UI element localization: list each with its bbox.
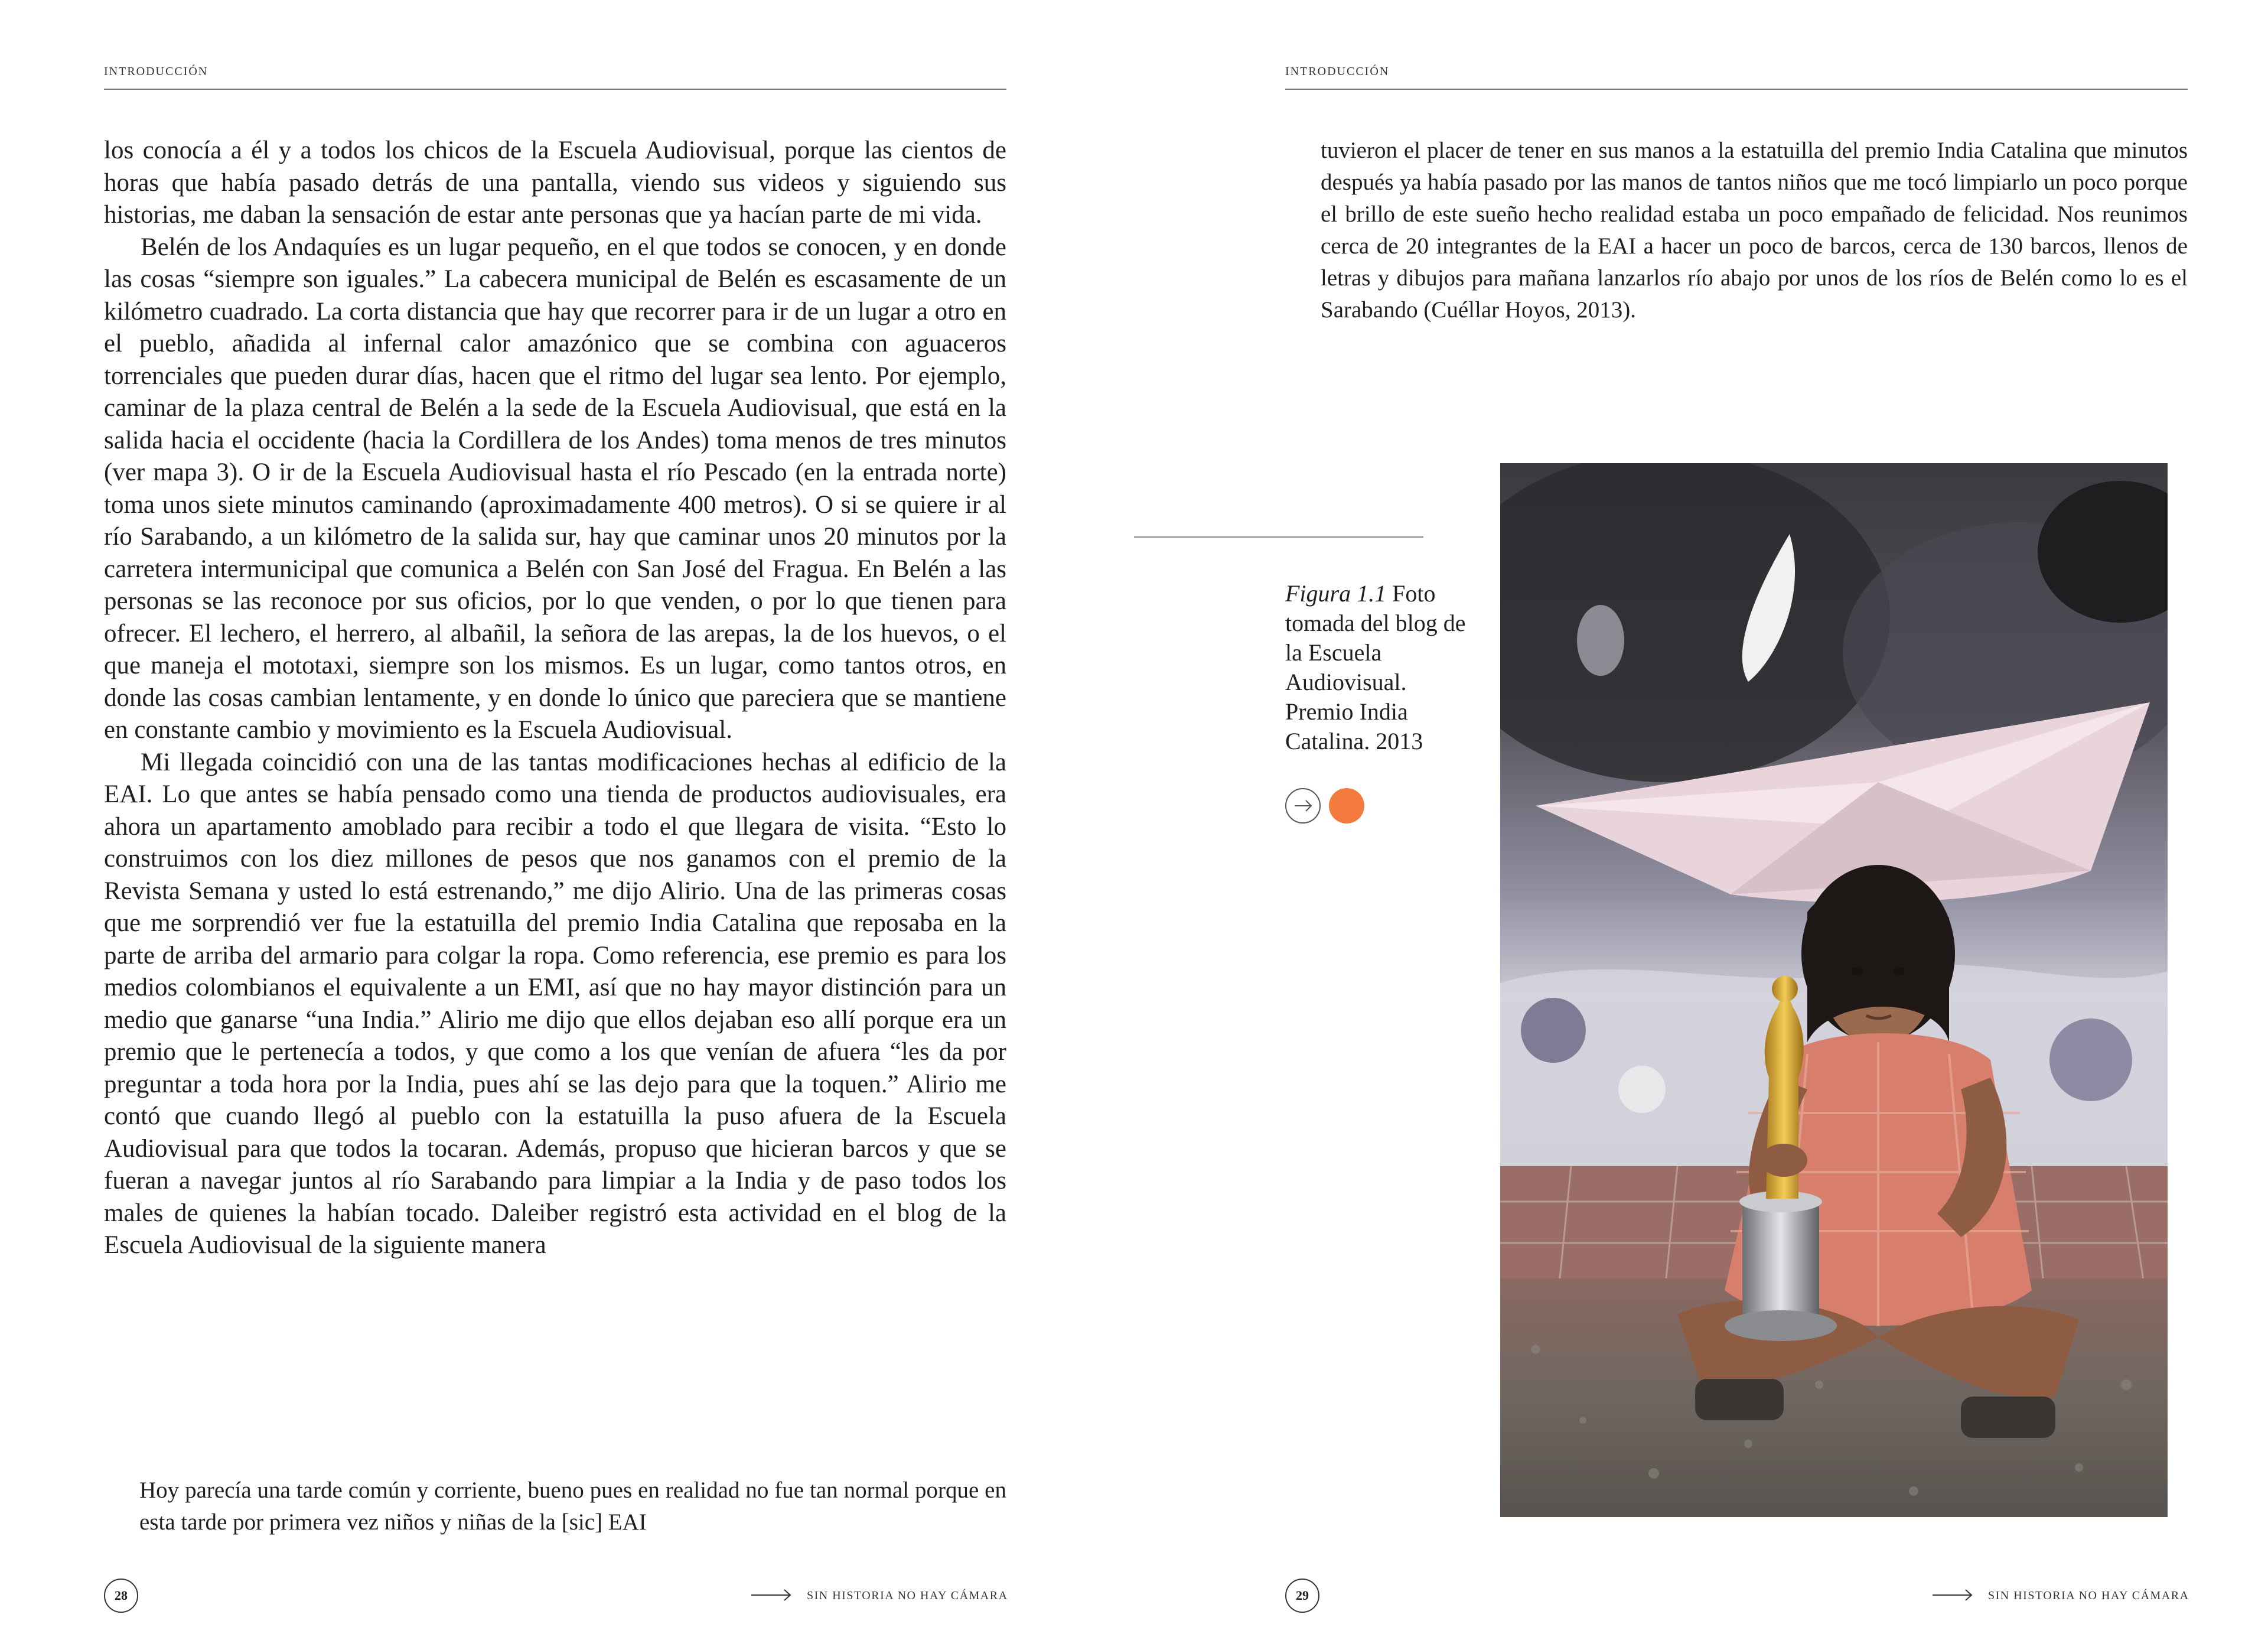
page-number: 29	[1285, 1579, 1319, 1613]
figure-caption-text: Foto tomada del blog de la Escuela Audiovisual. Premio India Catalina. 2013	[1285, 580, 1466, 754]
paragraph: Mi llegada coincidió con una de las tantas modificaciones hechas al edificio de la EAI. Lo que antes se había pensado como una tienda de productos audiovisuales, era ahora un apartamento amoblado para recibir a todo el que llegara de visita. “Esto lo construimos con los diez millones de pesos que nos ganamos con el premio de la Revista Semana y usted lo está estrenando,” me dijo Alirio. Una de las primeras cosas que me sorprendió ver fue la estatuilla del premio India Catalina que reposaba en la parte de arriba del armario para colgar la ropa. Como referencia, ese premio es para los medios colombianos el equivalente a un EMI, así que no hay mayor distinción para un medio que ganarse “una India.” Alirio me dijo que ellos dejaban eso allí porque era un premio que le pertenecía a todos, y que como a los que venían de afuera “les da por preguntar a toda hora por la India, pues ahí se las dejo para que la toquen.” Alirio me contó que cuando llegó al pueblo con la estatuilla la puso afuera de la Escuela Audiovisual para que todos la tocaran. Además, propuso que hicieran barcos y que se fueran a navegar juntos al río Sarabando para limpiar a la India y de paso todos los males de quienes la habían tocado. Daleiber registró esta actividad en el blog de la Escuela Audiovisual de la siguiente manera	[104, 748, 1006, 1259]
paragraph: Belén de los Andaquíes es un lugar pequeño, en el que todos se conocen, y en donde las cosas “siempre son iguales.” La cabecera municipal de Belén es escasamente de un kilómetro cuadrado. La corta distancia que hay que recorrer para ir de un lugar a otro en el pueblo, añadida al infernal calor amazónico que se combina con aguaceros torrenciales que pueden durar días, hacen que el ritmo del lugar sea lento. Por ejemplo, caminar de la plaza central de Belén a la sede de la Escuela Audiovisual, que está en la salida hacia el occidente (hacia la Cordillera de los Andes) toma menos de tres minutos (ver mapa 3). O ir de la Escuela Audiovisual hasta el río Pescado (en la entrada norte) toma unos siete minutos caminando (aproximadamente 400 metros). O si se quiere ir al río Sarabando, a un kilómetro de la salida sur, hay que caminar unos 20 minutos por la carretera intermunicipal que comunica a Belén con San José del Fragua. En Belén a las personas se las reconoce por sus oficios, por lo que venden, o por lo que tienen para ofrecer. El lechero, el herrero, al albañil, la señora de las arepas, la de los huevos, o el que maneja el mototaxi, siempre son los mismos. Es un lugar, como tantos otros, en donde las cosas cambian lentamente, y en donde lo único que pareciera que se mantiene en constante cambio y movimiento es la Escuela Audiovisual.	[104, 233, 1006, 744]
orange-dot-icon	[1329, 788, 1364, 824]
arrow-right-circle-icon[interactable]	[1285, 788, 1321, 824]
footer-arrow-icon	[1931, 1588, 1974, 1602]
header-rule	[1285, 89, 2188, 90]
block-quote	[139, 1475, 1006, 1538]
figure-photo	[1500, 463, 2168, 1517]
footer-title: SIN HISTORIA NO HAY CÁMARA	[807, 1589, 1008, 1602]
running-head: INTRODUCCIÓN	[1285, 65, 1390, 78]
figure-label: Figura 1.1	[1285, 580, 1387, 607]
right-page	[1134, 0, 2268, 1650]
page-number: 28	[104, 1579, 138, 1613]
body-text	[104, 135, 1006, 1262]
quote-text: tuvieron el placer de tener en sus manos a la estatuilla del premio India Catalina que minutos después ya había pasado por las manos de tantos niños que me tocó limpiarlo un poco porque el brillo de este sueño hecho realidad estaba un poco empañado de felicidad. Nos reunimos cerca de 20 integrantes de la EAI a hacer un poco de barcos, cerca de 130 barcos, llenos de letras y dibujos para mañana lanzarlos río abajo por unos de los ríos de Belén como lo es el Sarabando (Cuéllar Hoyos, 2013).	[1321, 138, 2188, 323]
footer-title: SIN HISTORIA NO HAY CÁMARA	[1988, 1589, 2189, 1602]
block-quote-continued	[1321, 135, 2188, 326]
header-rule	[104, 89, 1006, 90]
caption-rule	[1134, 536, 1423, 538]
paragraph: los conocía a él y a todos los chicos de la Escuela Audiovisual, porque las cientos de horas que había pasado detrás de una pantalla, viendo sus videos y siguiendo sus historias, me daban la sensación de estar ante personas que ya hacían parte de mi vida.	[104, 136, 1006, 229]
photo-illustration	[1500, 463, 2168, 1517]
running-head: INTRODUCCIÓN	[104, 65, 208, 78]
figure-caption	[1285, 579, 1474, 756]
footer-arrow-icon	[750, 1588, 793, 1602]
quote-text: Hoy parecía una tarde común y corriente, bueno pues en realidad no fue tan normal porque en esta tarde por primera vez niños y niñas de la [sic] EAI	[139, 1477, 1006, 1535]
